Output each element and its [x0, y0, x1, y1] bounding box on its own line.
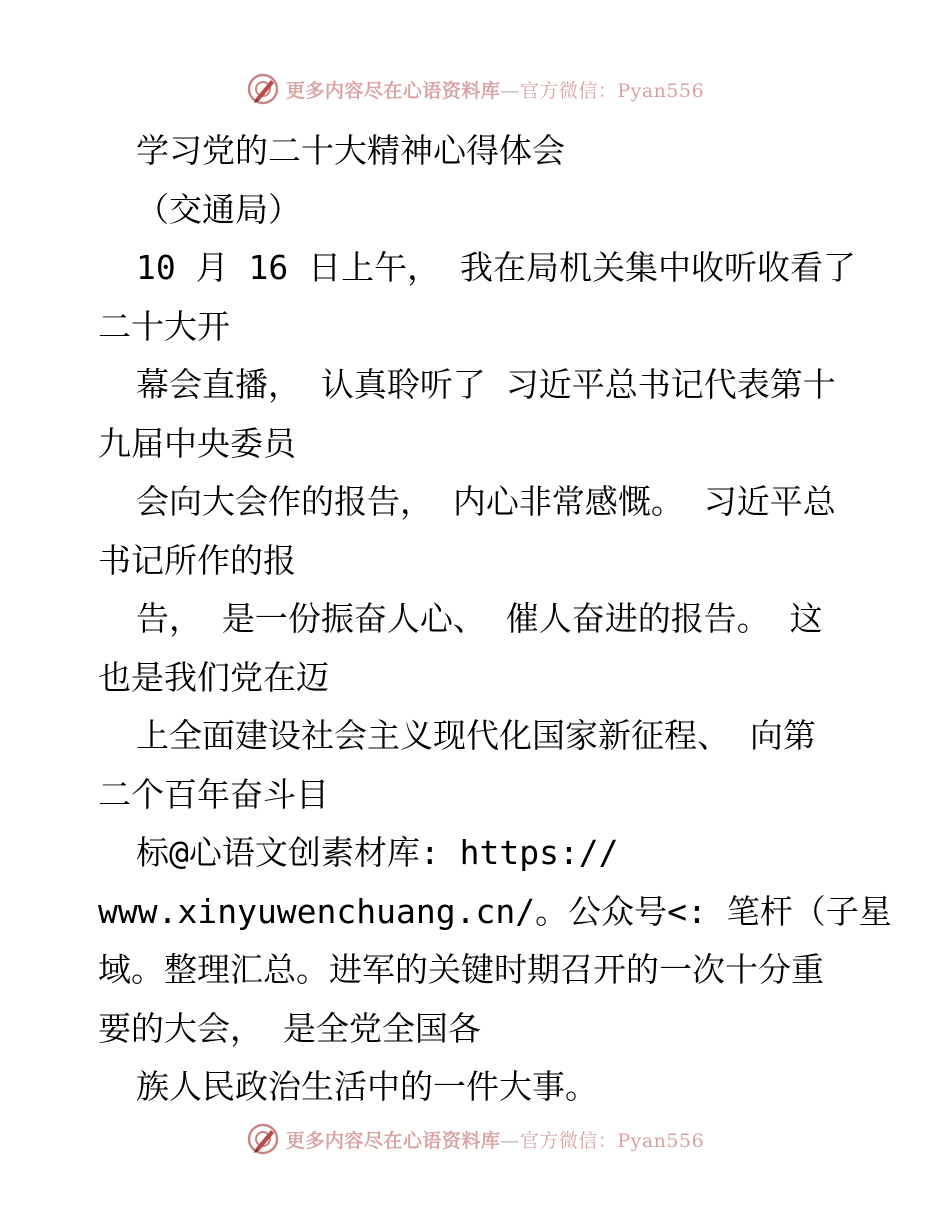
watermark-text — [286, 76, 704, 103]
paragraph-line: 书记所作的报 — [98, 540, 296, 580]
paragraph-line: www.xinyuwenchuang.cn/。公众号<: 笔杆（子星 — [98, 891, 892, 931]
watermark-separator: — — [500, 1129, 520, 1152]
paragraph-line: 告， 是一份振奋人心、 催人奋进的报告。 这 — [136, 599, 823, 638]
document-body — [98, 122, 892, 1117]
paragraph-line: 域。整理汇总。进军的关键时期召开的一次十分重 — [98, 950, 824, 989]
pen-logo-icon — [246, 72, 280, 106]
watermark-text — [286, 1126, 704, 1153]
watermark-contact: 官方微信：Pyan556 — [519, 79, 705, 102]
paragraph-line: 也是我们党在迈 — [98, 657, 329, 697]
pen-logo-icon — [246, 1122, 280, 1156]
watermark-contact: 官方微信：Pyan556 — [519, 1129, 705, 1152]
document-title: 学习党的二十大精神心得体会 — [136, 131, 565, 170]
document-subtitle: （交通局） — [136, 189, 301, 229]
paragraph-line: 族人民政治生活中的一件大事。 — [136, 1067, 598, 1106]
paragraph-line: 上全面建设社会主义现代化国家新征程、 向第 — [136, 716, 816, 755]
paragraph-line: 九届中央委员 — [98, 423, 296, 463]
paragraph-line: 10 月 16 日上午， 我在局机关集中收听收看了 — [136, 248, 856, 287]
paragraph-line: 二个百年奋斗目 — [98, 774, 329, 814]
watermark-separator: — — [500, 79, 520, 102]
watermark-footer — [0, 1122, 950, 1156]
watermark-header — [0, 72, 950, 106]
paragraph-line: 会向大会作的报告， 内心非常感慨。 习近平总 — [136, 482, 836, 521]
paragraph-line: 幕会直播， 认真聆听了 习近平总书记代表第十 — [136, 365, 836, 404]
watermark-title: 更多内容尽在心语资料库 — [285, 1129, 501, 1152]
watermark-title: 更多内容尽在心语资料库 — [285, 79, 501, 102]
paragraph-line: 标@心语文创素材库: https:// — [136, 833, 619, 872]
paragraph-line: 二十大开 — [98, 306, 230, 346]
paragraph-line: 要的大会， 是全党全国各 — [98, 1008, 481, 1048]
